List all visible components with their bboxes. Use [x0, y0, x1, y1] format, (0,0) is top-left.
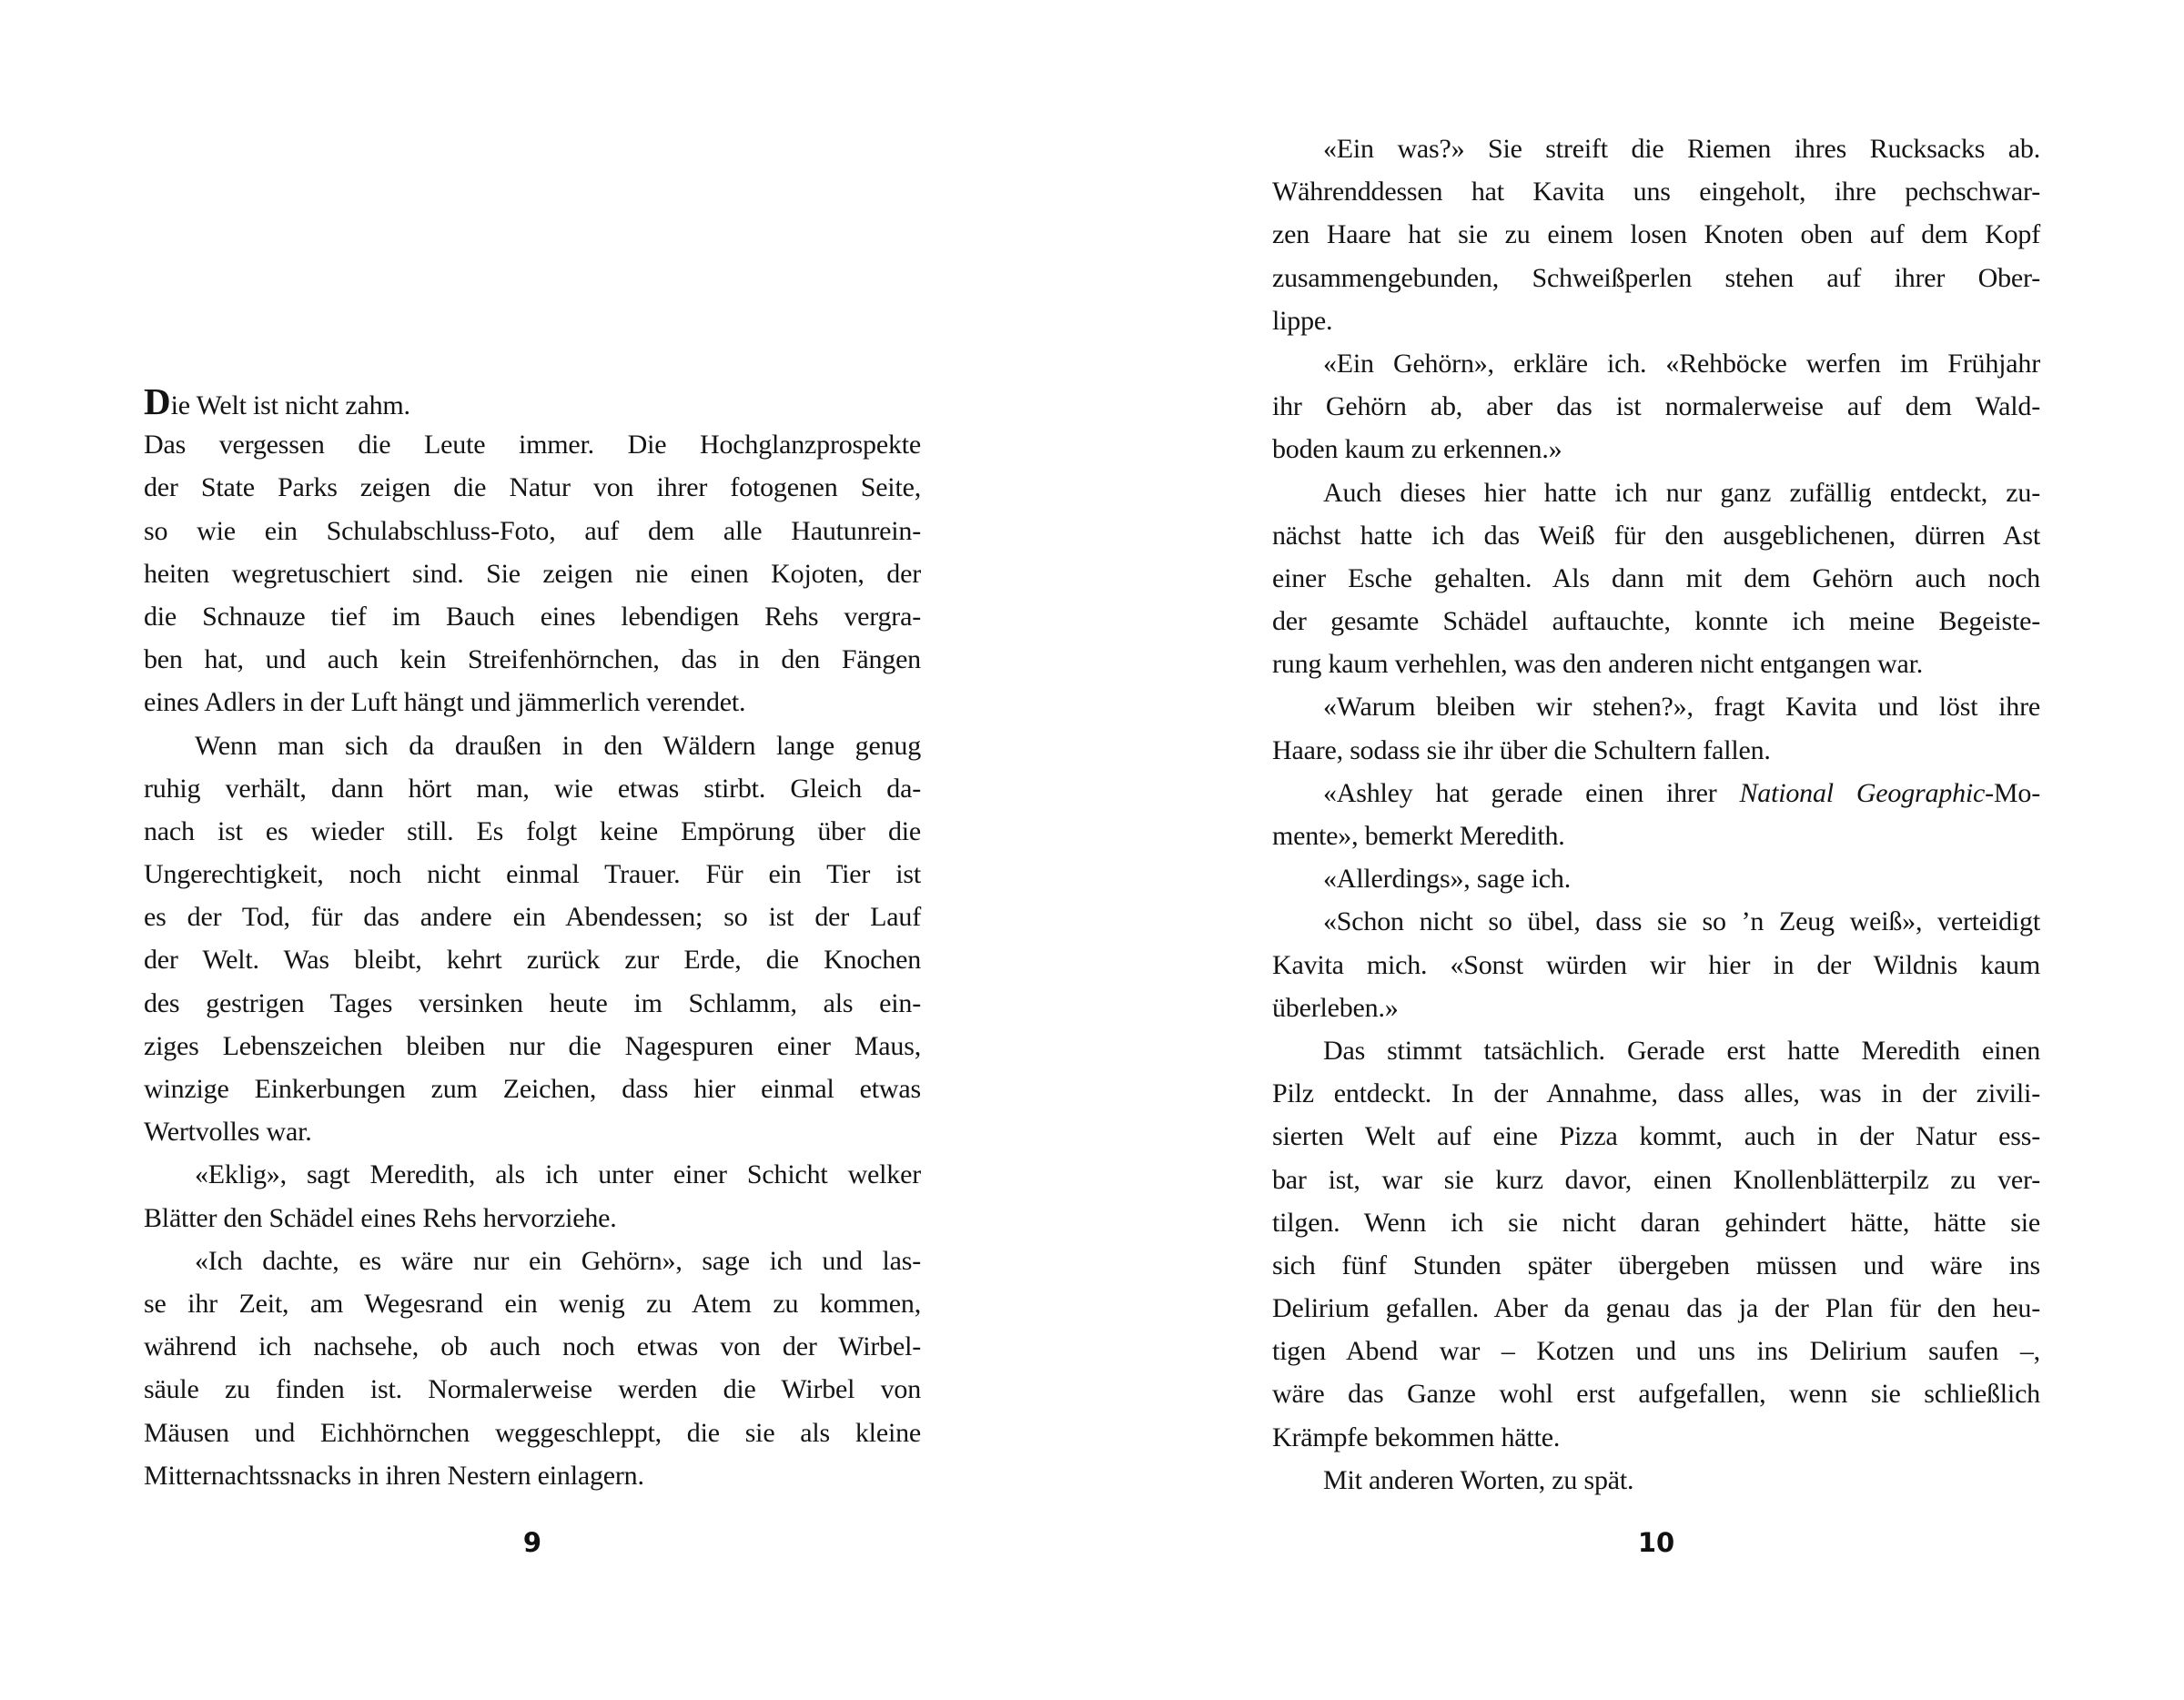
text-segment: Krämpfe bekommen hätte. — [1272, 1422, 1561, 1452]
text-segment: Mäusen und Eichhörnchen weggeschleppt, die sie als kleine — [144, 1417, 921, 1448]
text-line — [1272, 471, 2040, 514]
text-line — [144, 1068, 921, 1110]
text-line — [144, 1153, 921, 1196]
text-line — [1272, 299, 2040, 342]
text-line — [1272, 1159, 2040, 1201]
text-segment: se ihr Zeit, am Wegesrand ein wenig zu Atem zu kommen, — [144, 1288, 921, 1319]
text-segment: ruhig verhält, dann hört man, wie etwas stirbt. Gleich da- — [144, 773, 921, 804]
text-line — [1272, 815, 2040, 857]
text-line — [144, 380, 921, 423]
text-segment: -Mo- — [1985, 777, 2040, 808]
text-line — [1272, 1072, 2040, 1115]
dropcap-initial: D — [144, 380, 171, 422]
text-segment: «Schon nicht so übel, dass sie so ’n Zeug weiß», verteidigt — [1323, 906, 2040, 937]
text-line — [144, 510, 921, 552]
text-segment: heiten wegretuschiert sind. Sie zeigen nie einen Kojoten, der — [144, 558, 921, 589]
text-segment: Wenn man sich da draußen in den Wäldern lange genug — [195, 730, 921, 761]
text-segment: Kavita mich. «Sonst würden wir hier in der Wildnis kaum — [1272, 949, 2040, 980]
text-line — [144, 681, 921, 724]
text-segment: ziges Lebenszeichen bleiben nur die Nagespuren einer Maus, — [144, 1030, 921, 1061]
text-segment: Auch dieses hier hatte ich nur ganz zufällig entdeckt, zu- — [1323, 477, 2040, 508]
text-segment: ihr Gehörn ab, aber das ist normalerweise auf dem Wald- — [1272, 391, 2040, 422]
text-segment: sich fünf Stunden später übergeben müssen und wäre ins — [1272, 1250, 2040, 1280]
text-line — [1272, 428, 2040, 471]
text-segment: sierten Welt auf eine Pizza kommt, auch in der Natur ess- — [1272, 1121, 2040, 1152]
text-segment: Ungerechtigkeit, noch nicht einmal Trauer. Für ein Tier ist — [144, 859, 921, 890]
text-segment: winzige Einkerbungen zum Zeichen, dass hier einmal etwas — [144, 1074, 921, 1104]
text-segment: der gesamte Schädel auftauchte, konnte ich meine Begeiste- — [1272, 606, 2040, 637]
text-segment: es der Tod, für das andere ein Abendessen; so ist der Lauf — [144, 902, 921, 933]
text-line — [1272, 772, 2040, 815]
text-segment: zusammengebunden, Schweißperlen stehen auf ihrer Ober- — [1272, 262, 2040, 293]
text-line — [144, 1412, 921, 1454]
text-line — [1272, 127, 2040, 170]
text-line — [144, 466, 921, 509]
text-segment: Haare, sodass sie ihr über die Schultern fallen. — [1272, 734, 1771, 765]
page-left-lines — [144, 380, 921, 1497]
text-line — [1272, 1416, 2040, 1459]
text-segment: Mitternachtssnacks in ihren Nestern einlagern. — [144, 1460, 644, 1491]
text-segment: mente», bemerkt Meredith. — [1272, 821, 1565, 851]
text-line — [1272, 1029, 2040, 1072]
text-segment: «Ashley hat gerade einen ihrer — [1323, 777, 1740, 808]
text-line — [144, 1282, 921, 1325]
text-line — [144, 423, 921, 466]
text-line — [1272, 557, 2040, 600]
text-segment: ie Welt ist nicht zahm. — [170, 390, 410, 420]
text-segment: bar ist, war sie kurz davor, einen Knollenblätterpilz zu ver- — [1272, 1164, 2040, 1195]
text-line — [1272, 1115, 2040, 1158]
text-segment: tigen Abend war – Kotzen und uns ins Delirium saufen –, — [1272, 1336, 2040, 1367]
text-line — [1272, 514, 2040, 557]
text-line — [144, 1325, 921, 1368]
text-line — [1272, 944, 2040, 987]
text-line — [1272, 1372, 2040, 1415]
text-segment: Delirium gefallen. Aber da genau das ja der Plan für den heu- — [1272, 1293, 2040, 1324]
text-segment: rung kaum verhehlen, was den anderen nicht entgangen war. — [1272, 649, 1924, 680]
text-segment: lippe. — [1272, 305, 1333, 336]
text-line — [144, 853, 921, 896]
text-line — [1272, 170, 2040, 213]
text-segment: «Ein Gehörn», erkläre ich. «Rehböcke werfen im Frühjahr — [1323, 348, 2040, 379]
text-line — [1272, 1330, 2040, 1372]
text-segment: Das vergessen die Leute immer. Die Hochglanzprospekte — [144, 430, 921, 460]
text-segment: Pilz entdeckt. In der Annahme, dass alles, was in der zivili- — [1272, 1078, 2040, 1109]
text-segment: zen Haare hat sie zu einem losen Knoten oben auf dem Kopf — [1272, 219, 2040, 250]
text-segment: nächst hatte ich das Weiß für den ausgeblichenen, dürren Ast — [1272, 520, 2040, 551]
text-line — [1272, 213, 2040, 256]
text-line — [144, 767, 921, 810]
text-line — [144, 638, 921, 681]
text-line — [1272, 729, 2040, 772]
text-line — [144, 595, 921, 638]
text-line — [144, 552, 921, 595]
text-line — [144, 982, 921, 1025]
text-segment: «Ich dachte, es wäre nur ein Gehörn», sage ich und las- — [195, 1245, 921, 1276]
text-segment: tilgen. Wenn ich sie nicht daran gehindert hätte, hätte sie — [1272, 1207, 2040, 1238]
text-line — [144, 1240, 921, 1282]
page-number-right: 10 — [1637, 1527, 1675, 1558]
text-line — [144, 724, 921, 767]
text-segment: boden kaum zu erkennen.» — [1272, 434, 1562, 465]
text-segment: ben hat, und auch kein Streifenhörnchen, das in den Fängen — [144, 644, 921, 675]
text-line — [144, 1454, 921, 1497]
text-line — [1272, 1459, 2040, 1502]
text-line — [1272, 1201, 2040, 1244]
text-segment: während ich nachsehe, ob auch noch etwas von der Wirbel- — [144, 1331, 921, 1362]
text-segment: Währenddessen hat Kavita uns eingeholt, ihre pechschwar- — [1272, 177, 2040, 207]
text-segment: Das stimmt tatsächlich. Gerade erst hatte Meredith einen — [1323, 1035, 2040, 1066]
text-segment: des gestrigen Tages versinken heute im Schlamm, als ein- — [144, 987, 921, 1018]
text-line — [144, 938, 921, 981]
text-line — [1272, 257, 2040, 299]
text-segment: «Eklig», sagt Meredith, als ich unter einer Schicht welker — [195, 1159, 921, 1190]
page-left — [144, 380, 921, 1497]
text-segment: einer Esche gehalten. Als dann mit dem Gehörn auch noch — [1272, 562, 2040, 593]
text-segment: der Welt. Was bleibt, kehrt zurück zur Erde, die Knochen — [144, 945, 921, 976]
text-line — [1272, 1244, 2040, 1287]
text-line — [1272, 987, 2040, 1029]
text-line — [1272, 900, 2040, 943]
text-segment: nach ist es wieder still. Es folgt keine Empörung über die — [144, 815, 921, 846]
text-segment: «Allerdings», sage ich. — [1323, 864, 1572, 895]
page-right-lines — [1272, 127, 2040, 1502]
text-line — [1272, 685, 2040, 728]
text-segment: Wertvolles war. — [144, 1117, 312, 1148]
text-segment: wäre das Ganze wohl erst aufgefallen, wenn sie schließlich — [1272, 1379, 2040, 1410]
text-segment: Mit anderen Worten, zu spät. — [1323, 1464, 1634, 1495]
text-segment: «Ein was?» Sie streift die Riemen ihres Rucksacks ab. — [1323, 134, 2040, 164]
page-number-left: 9 — [522, 1527, 542, 1558]
text-line — [1272, 342, 2040, 385]
text-segment: säule zu finden ist. Normalerweise werden die Wirbel von — [144, 1374, 921, 1405]
text-line — [1272, 1287, 2040, 1330]
text-line — [1272, 857, 2040, 900]
text-line — [1272, 600, 2040, 643]
italic-text: National Geographic — [1739, 777, 1986, 808]
text-segment: «Warum bleiben wir stehen?», fragt Kavita und löst ihre — [1323, 692, 2040, 723]
text-segment: überleben.» — [1272, 992, 1399, 1023]
text-segment: der State Parks zeigen die Natur von ihrer fotogenen Seite, — [144, 472, 921, 503]
text-line — [144, 810, 921, 853]
text-segment: eines Adlers in der Luft hängt und jämmerlich verendet. — [144, 687, 746, 718]
text-line — [1272, 643, 2040, 685]
text-segment: so wie ein Schulabschluss-Foto, auf dem alle Hautunrein- — [144, 515, 921, 546]
text-segment: Blätter den Schädel eines Rehs hervorziehe. — [144, 1202, 617, 1233]
text-line — [144, 1368, 921, 1411]
text-line — [1272, 385, 2040, 428]
text-line — [144, 1110, 921, 1153]
text-segment: die Schnauze tief im Bauch eines lebendigen Rehs vergra- — [144, 601, 921, 632]
text-line — [144, 896, 921, 938]
text-line — [144, 1025, 921, 1068]
text-line — [144, 1197, 921, 1240]
page-right — [1272, 127, 2040, 1502]
